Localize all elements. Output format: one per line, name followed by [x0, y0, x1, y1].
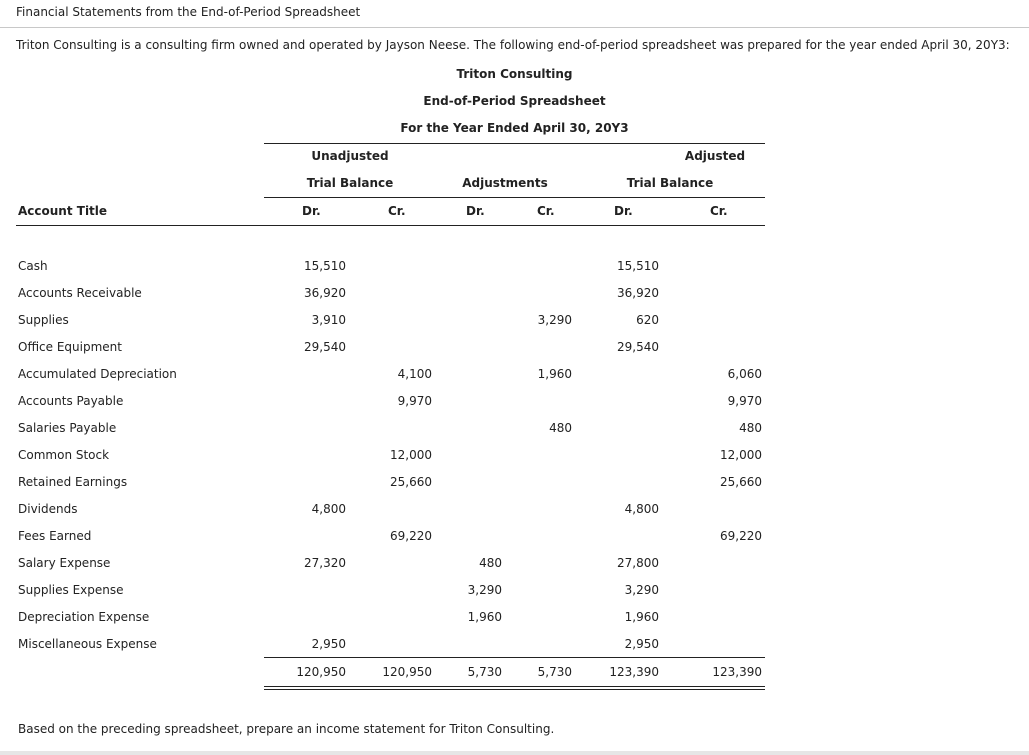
cell-ub-dr: 4,800 — [311, 502, 346, 516]
cell-atb-dr: 36,920 — [617, 286, 659, 300]
sheet-period: For the Year Ended April 30, 20Y3 — [400, 121, 629, 135]
cell-ub-dr: 3,910 — [311, 313, 346, 327]
total-adj-cr: 5,730 — [537, 665, 572, 679]
account-title: Salaries Payable — [18, 421, 117, 435]
total-rule-2 — [264, 686, 765, 687]
cell-atb-dr: 27,800 — [617, 556, 659, 570]
group-adjustments: Adjustments — [462, 176, 548, 190]
col-ub-cr: Cr. — [388, 204, 406, 218]
bottom-scroll-edge — [0, 751, 1029, 755]
account-title: Retained Earnings — [18, 475, 128, 489]
cell-ub-dr: 27,320 — [304, 556, 346, 570]
total-adj-dr: 5,730 — [467, 665, 502, 679]
cell-atb-dr: 4,800 — [624, 502, 659, 516]
cell-atb-cr: 12,000 — [720, 448, 762, 462]
cell-ub-cr: 9,970 — [397, 394, 432, 408]
col-atb-cr: Cr. — [710, 204, 728, 218]
cell-adj-cr: 3,290 — [537, 313, 572, 327]
total-atb-dr: 123,390 — [609, 665, 659, 679]
cell-atb-dr: 29,540 — [617, 340, 659, 354]
col-ub-dr: Dr. — [302, 204, 321, 218]
account-title: Accounts Receivable — [18, 286, 142, 300]
cell-atb-dr: 15,510 — [617, 259, 659, 273]
cell-adj-cr: 480 — [549, 421, 572, 435]
cell-atb-cr: 9,970 — [727, 394, 762, 408]
account-title: Supplies — [18, 313, 69, 327]
col-atb-dr: Dr. — [614, 204, 633, 218]
cell-ub-cr: 4,100 — [397, 367, 432, 381]
total-rule-3 — [264, 689, 765, 690]
total-ub-dr: 120,950 — [296, 665, 346, 679]
account-title: Fees Earned — [18, 529, 92, 543]
cell-atb-cr: 6,060 — [727, 367, 762, 381]
cell-adj-dr: 1,960 — [467, 610, 502, 624]
cell-ub-dr: 15,510 — [304, 259, 346, 273]
header-rule-bottom — [16, 225, 765, 226]
account-title: Salary Expense — [18, 556, 111, 570]
total-atb-cr: 123,390 — [712, 665, 762, 679]
cell-adj-dr: 480 — [479, 556, 502, 570]
account-title: Dividends — [18, 502, 78, 516]
account-title: Office Equipment — [18, 340, 122, 354]
cell-ub-cr: 12,000 — [390, 448, 432, 462]
company-name: Triton Consulting — [456, 67, 573, 81]
group-adjusted-line2: Trial Balance — [626, 176, 714, 190]
page-heading: Financial Statements from the End-of-Period Spreadsheet — [16, 5, 361, 19]
cell-atb-cr: 69,220 — [720, 529, 762, 543]
account-title: Miscellaneous Expense — [18, 637, 157, 651]
account-title: Supplies Expense — [18, 583, 124, 597]
sheet-title: End-of-Period Spreadsheet — [423, 94, 606, 108]
col-account-title: Account Title — [18, 204, 108, 218]
cell-atb-cr: 25,660 — [720, 475, 762, 489]
cell-atb-dr: 2,950 — [624, 637, 659, 651]
account-title: Common Stock — [18, 448, 110, 462]
cell-atb-cr: 480 — [739, 421, 762, 435]
total-rule-1 — [264, 657, 765, 658]
intro-text: Triton Consulting is a consulting firm owned and operated by Jayson Neese. The following end-of-period spreadsheet was prepared for the year ended April 30, 20Y3: — [16, 38, 1010, 52]
cell-adj-cr: 1,960 — [537, 367, 572, 381]
cell-atb-dr: 620 — [636, 313, 659, 327]
group-unadjusted-line2: Trial Balance — [306, 176, 394, 190]
group-unadjusted-line1: Unadjusted — [311, 149, 389, 163]
account-title: Depreciation Expense — [18, 610, 150, 624]
total-ub-cr: 120,950 — [382, 665, 432, 679]
col-adj-dr: Dr. — [466, 204, 485, 218]
cell-atb-dr: 1,960 — [624, 610, 659, 624]
cell-ub-cr: 25,660 — [390, 475, 432, 489]
cell-atb-dr: 3,290 — [624, 583, 659, 597]
group-adjusted-line1: Adjusted — [684, 149, 746, 163]
header-rule-top — [264, 143, 765, 144]
col-adj-cr: Cr. — [537, 204, 555, 218]
cell-ub-dr: 29,540 — [304, 340, 346, 354]
question-text: Based on the preceding spreadsheet, prepare an income statement for Triton Consulting. — [18, 722, 555, 736]
account-title: Accumulated Depreciation — [18, 367, 177, 381]
heading-divider — [0, 27, 1029, 28]
header-rule-mid — [264, 197, 765, 198]
cell-ub-dr: 2,950 — [311, 637, 346, 651]
account-title: Accounts Payable — [18, 394, 124, 408]
cell-ub-cr: 69,220 — [390, 529, 432, 543]
account-title: Cash — [18, 259, 48, 273]
cell-ub-dr: 36,920 — [304, 286, 346, 300]
cell-adj-dr: 3,290 — [467, 583, 502, 597]
